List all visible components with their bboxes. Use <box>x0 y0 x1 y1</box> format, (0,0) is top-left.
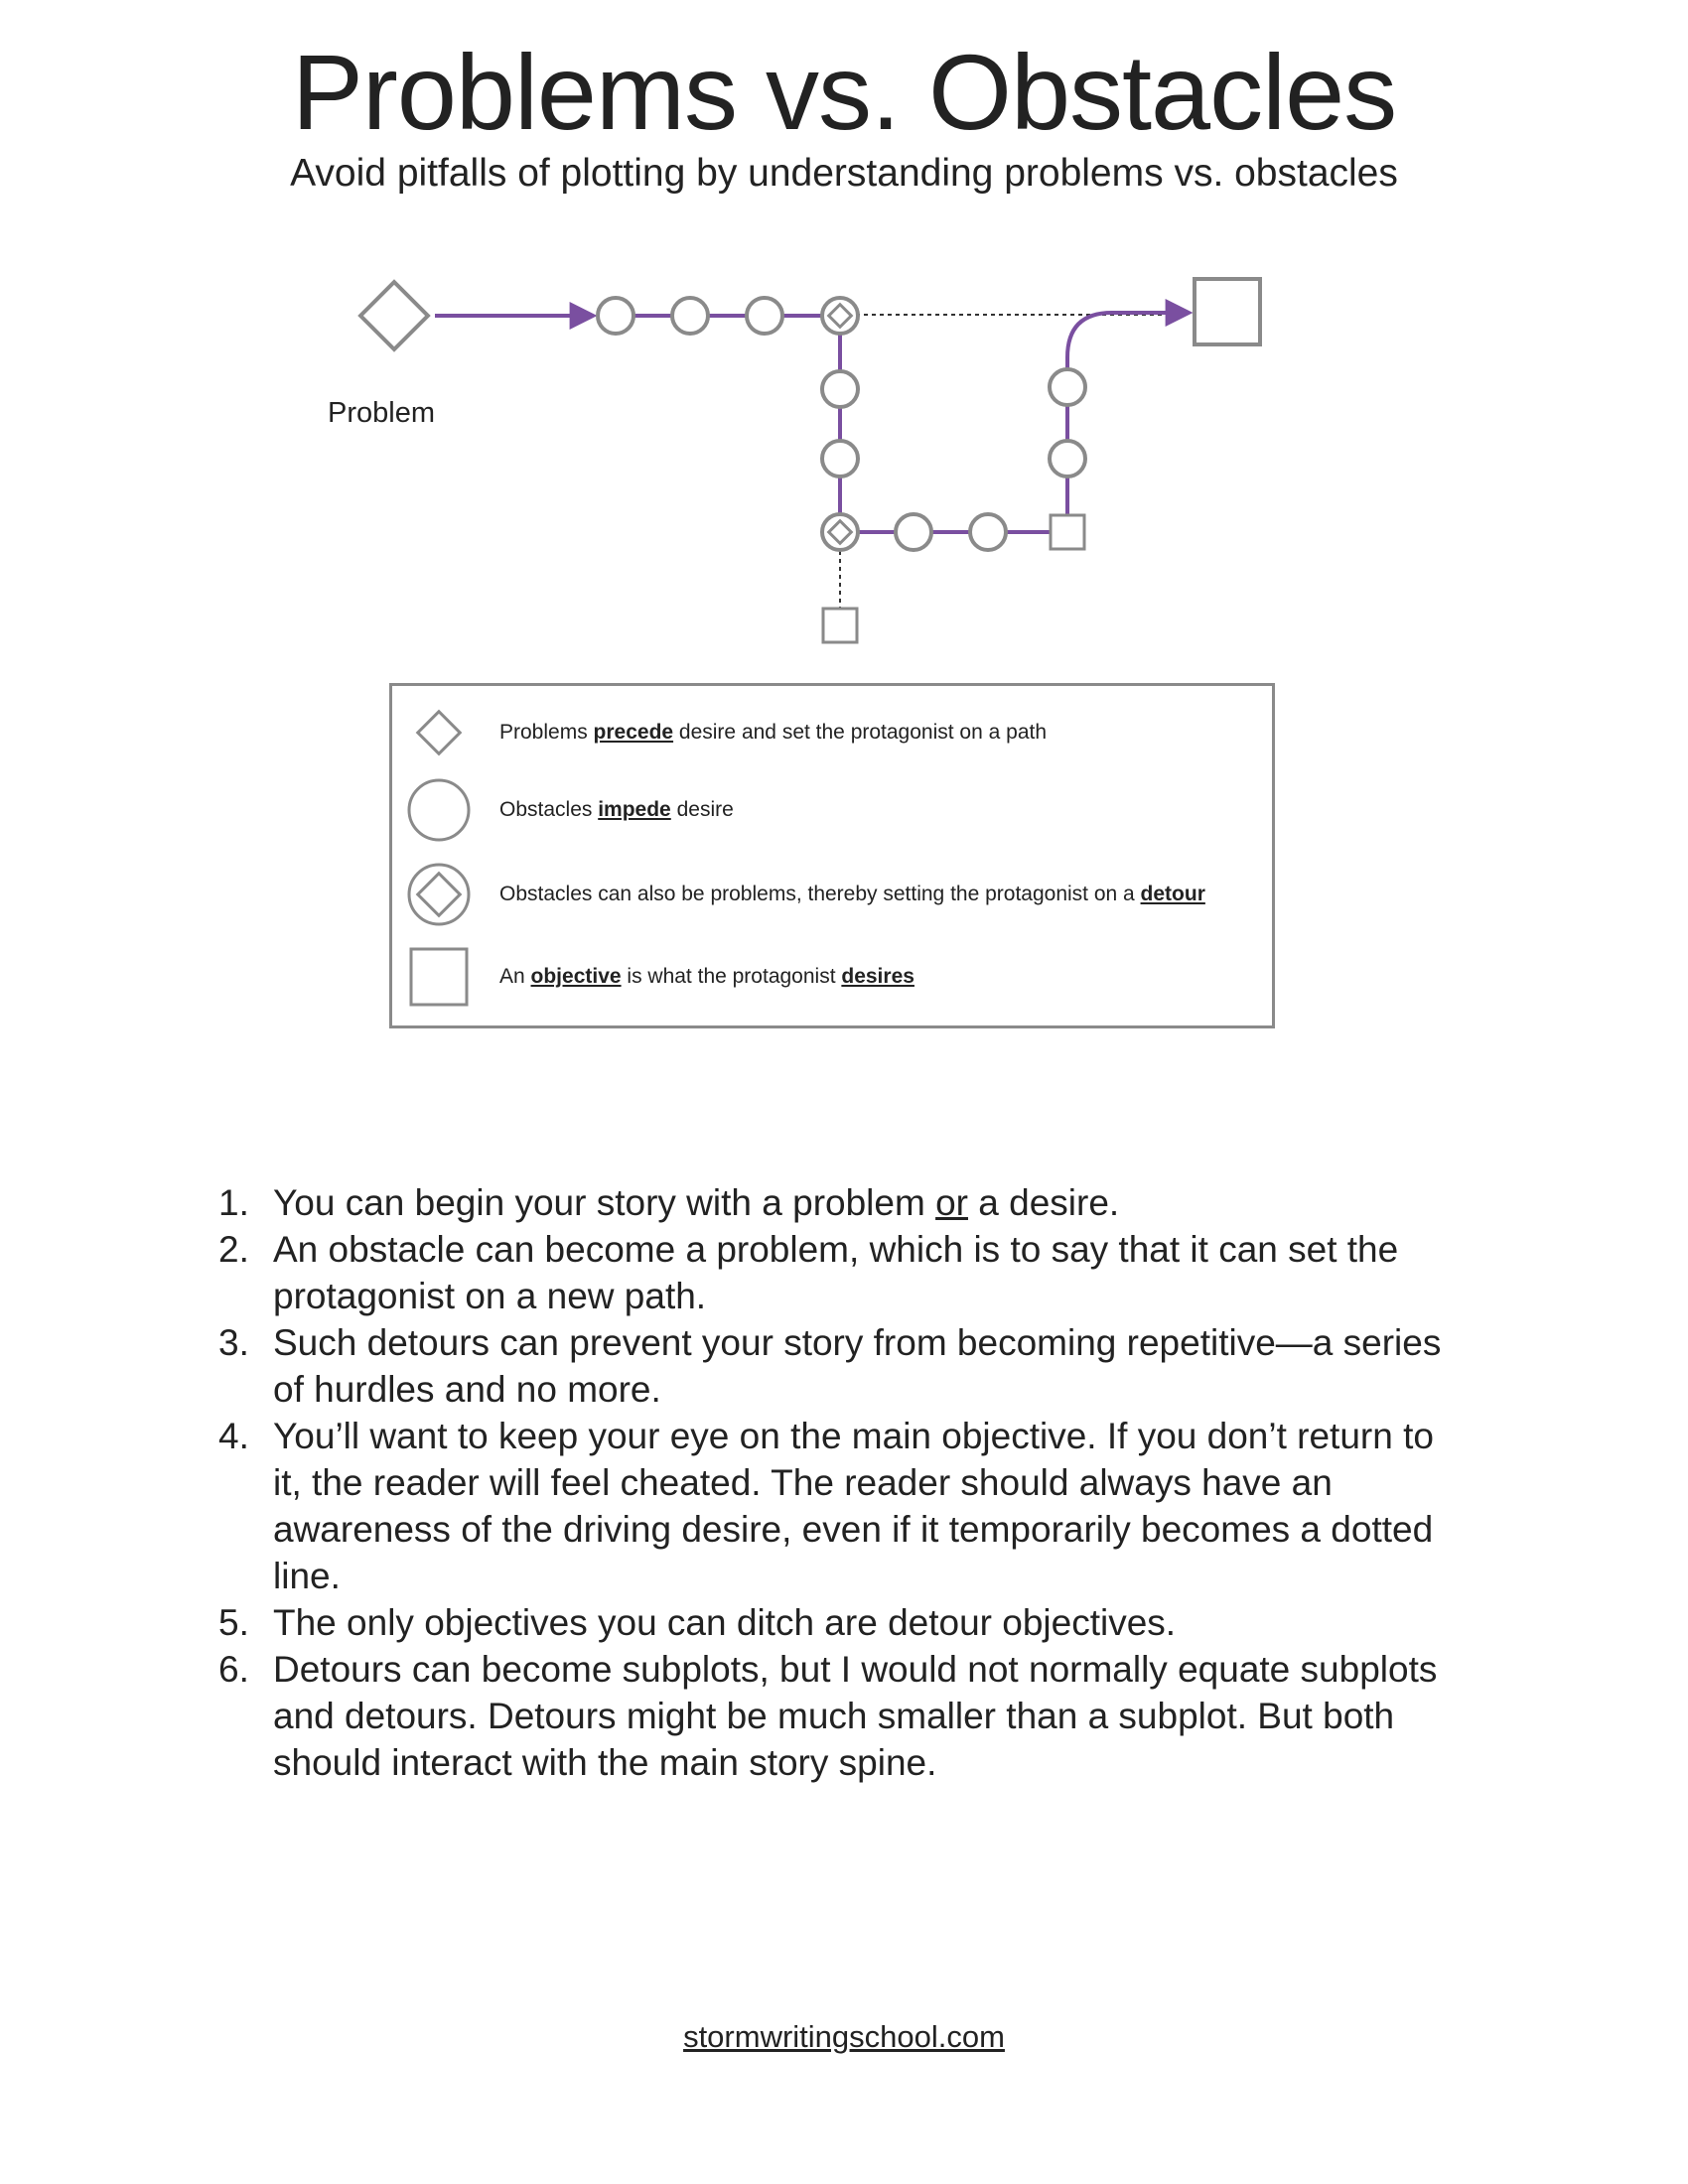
obstacle-circle <box>970 514 1006 550</box>
problem-diamond <box>360 282 428 349</box>
legend-row-obstacle <box>392 775 1272 845</box>
obstacle-circle <box>1050 369 1085 405</box>
legend-row-problem <box>392 698 1272 767</box>
list-item: 1. You can begin your story with a problem or a desire. <box>218 1182 1120 1223</box>
obstacle-circle <box>1050 441 1085 477</box>
detour-objective-square <box>1051 515 1084 549</box>
list-item: 6. Detours can become subplots, but I would not normally equate subplots and detours. Detours might be much smaller than a subplot. But both should interact with the main story spine. <box>218 1649 1438 1783</box>
problem-label: Problem <box>328 397 435 429</box>
legend-row-detour <box>392 860 1272 929</box>
legend-box <box>389 683 1275 1028</box>
website-link[interactable]: stormwritingschool.com <box>683 2019 1005 2054</box>
legend-text-obstacle: Obstacles impede desire <box>499 798 734 821</box>
square-icon <box>404 942 474 1012</box>
points-list <box>218 1179 1470 1786</box>
diamond-icon <box>404 698 474 767</box>
list-item: 4. You’ll want to keep your eye on the main objective. If you don’t return to it, the reader will feel cheated. The reader should always have an awareness of the driving desire, even if it temporarily becomes a dotted line. <box>218 1416 1434 1596</box>
legend-text-objective: An objective is what the protagonist desires <box>499 965 914 988</box>
obstacle-problem-node <box>822 298 858 334</box>
obstacle-problem-node <box>822 514 858 550</box>
page-title: Problems vs. Obstacles <box>291 32 1397 152</box>
list-item: 5. The only objectives you can ditch are detour objectives. <box>218 1602 1177 1643</box>
list-item: 3. Such detours can prevent your story from becoming repetitive—a series of hurdles and no more. <box>218 1322 1442 1410</box>
obstacle-circle <box>896 514 931 550</box>
legend-text-detour: Obstacles can also be problems, thereby setting the protagonist on a detour <box>499 883 1205 905</box>
obstacle-circle <box>598 298 633 334</box>
obstacle-circle <box>822 371 858 407</box>
ditched-objective-square <box>823 609 857 642</box>
plot-path-diagram <box>0 0 1688 695</box>
list-item: 2. An obstacle can become a problem, which is to say that it can set the protagonist on a new path. <box>218 1229 1399 1316</box>
main-objective-square <box>1195 279 1260 344</box>
path-segment-return <box>1067 313 1188 514</box>
circle-icon <box>404 775 474 845</box>
page-subtitle: Avoid pitfalls of plotting by understanding problems vs. obstacles <box>290 152 1398 195</box>
legend-text-problem: Problems precede desire and set the protagonist on a path <box>499 721 1048 744</box>
obstacle-circle <box>822 441 858 477</box>
circle-diamond-icon <box>404 860 474 929</box>
obstacle-circle <box>747 298 782 334</box>
footer <box>0 2019 1688 2055</box>
obstacle-circle <box>672 298 708 334</box>
legend-row-objective <box>392 942 1272 1012</box>
